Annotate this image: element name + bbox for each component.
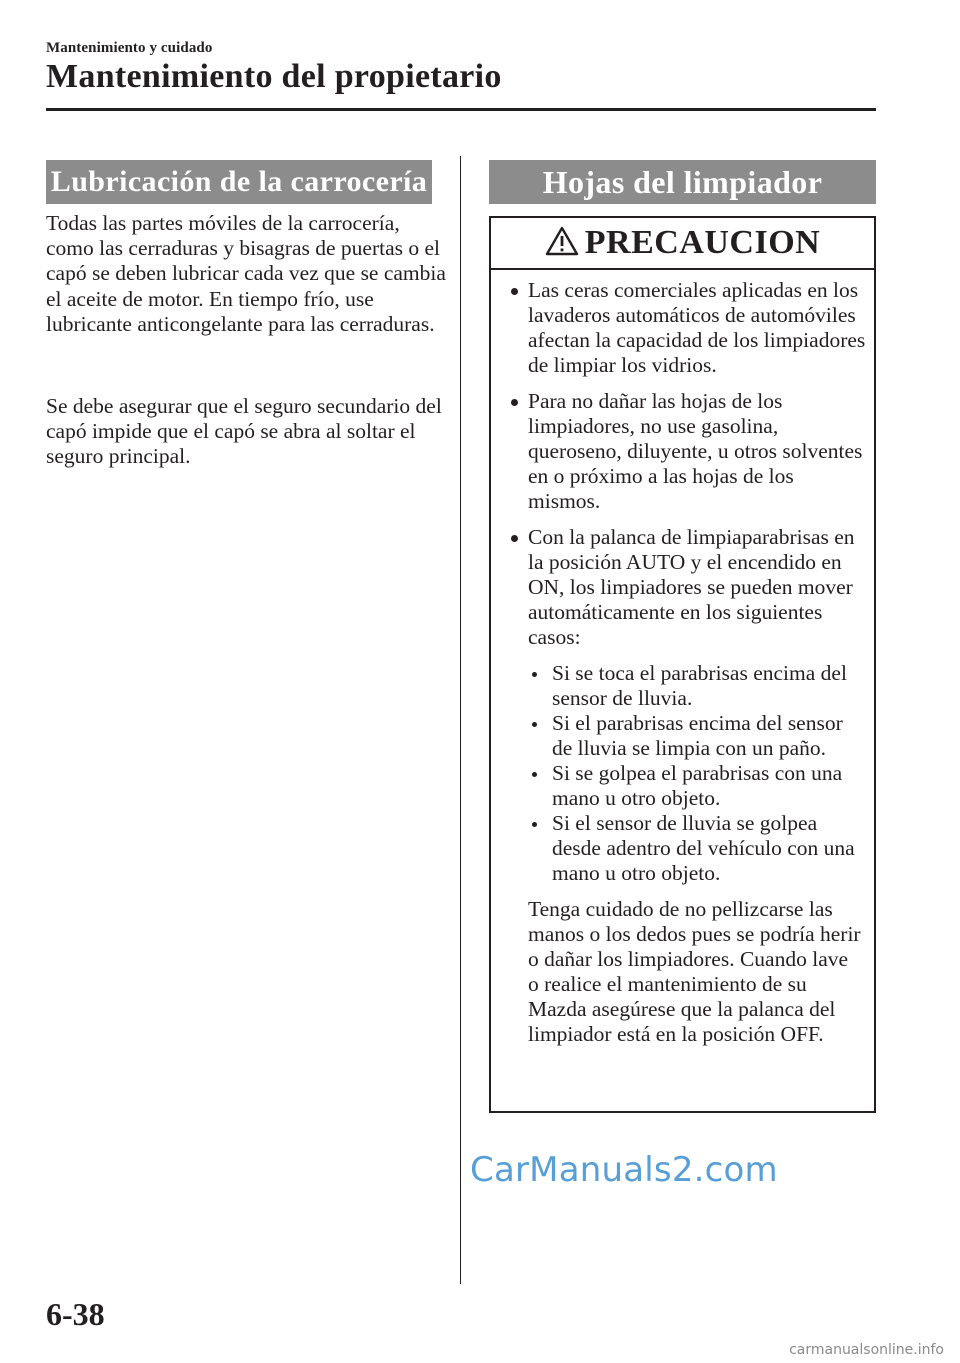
footer-watermark-link[interactable]: carmanualsonline.info [789, 1342, 944, 1358]
caution-header [491, 218, 874, 270]
caution-sub-item-text: Si el parabrisas encima del sensor de lluvia se limpia con un paño. [552, 711, 843, 760]
lubrication-paragraph-2: Se debe asegurar que el seguro secundario del capó impide que el capó se abra al soltar el seguro principal. [46, 394, 442, 469]
section-heading-wiper-blades: Hojas del limpiador [489, 160, 876, 204]
caution-bullet [491, 389, 874, 514]
caution-box [489, 216, 876, 1113]
bullet-icon [511, 399, 518, 406]
watermark-link[interactable]: CarManuals2.com [470, 1150, 778, 1190]
caution-bullet-text: Con la palanca de limpiaparabrisas en la posición AUTO y el encendido en ON, los limpiadores se pueden mover automáticamente en los siguientes casos: [528, 525, 855, 649]
bullet-icon [511, 535, 518, 542]
caution-sub-item-text: Si se toca el parabrisas encima del sensor de lluvia. [552, 661, 847, 710]
caution-bullet [491, 278, 874, 378]
header-divider [46, 108, 876, 111]
caution-note: Tenga cuidado de no pellizcarse las manos o los dedos pues se podría herir o dañar los limpiadores. Cuando lave o realice el mantenimiento de su Mazda asegúrese que la palanca del limpiador está en la posición OFF. [528, 897, 861, 1046]
lubrication-paragraph-1: Todas las partes móviles de la carrocería, como las cerraduras y bisagras de puertas o el capó se deben lubricar cada vez que se cambia el aceite de motor. En tiempo frío, use lubricante anticongelante para las cerraduras. [46, 211, 446, 336]
bullet-icon [511, 288, 518, 295]
warning-triangle-icon [545, 226, 579, 256]
page-title: Mantenimiento del propietario [46, 58, 502, 95]
caution-title: PRECAUCION [584, 224, 821, 261]
caution-sub-list [491, 661, 874, 886]
section-heading-lubrication: Lubricación de la carrocería [46, 160, 432, 204]
caution-sub-item [552, 661, 868, 711]
sub-bullet-icon [532, 672, 537, 677]
caution-sub-item [552, 811, 868, 886]
caution-body [491, 278, 874, 1047]
caution-sub-item-text: Si el sensor de lluvia se golpea desde adentro del vehículo con una mano u otro objeto. [552, 811, 855, 885]
header-section-label: Mantenimiento y cuidado [46, 40, 213, 56]
caution-bullet-text: Las ceras comerciales aplicadas en los lavaderos automáticos de automóviles afectan la capacidad de los limpiadores de limpiar los vidrios. [528, 278, 866, 377]
sub-bullet-icon [532, 772, 537, 777]
page-number: 6-38 [46, 1296, 105, 1332]
sub-bullet-icon [532, 822, 537, 827]
column-divider [460, 156, 461, 1284]
caution-bullet [491, 525, 874, 650]
caution-bullet-text: Para no dañar las hojas de los limpiadores, no use gasolina, queroseno, diluyente, u otros solventes en o próximo a las hojas de los mismos. [528, 389, 863, 513]
caution-sub-item [552, 761, 868, 811]
sub-bullet-icon [532, 722, 537, 727]
caution-sub-item [552, 711, 868, 761]
caution-sub-item-text: Si se golpea el parabrisas con una mano u otro objeto. [552, 761, 843, 810]
